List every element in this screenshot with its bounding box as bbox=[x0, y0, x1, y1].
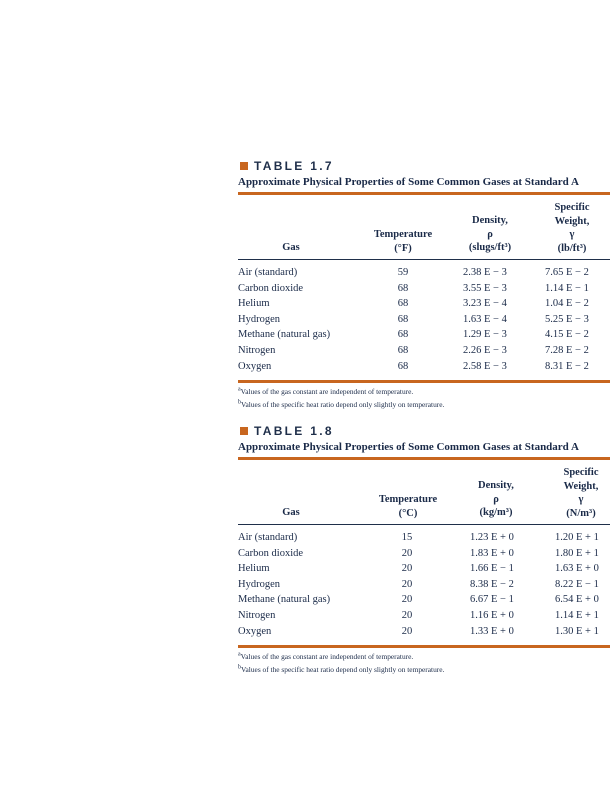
cell-temperature: 20 bbox=[401, 547, 413, 559]
header-weight-unit: (N/m³) bbox=[566, 507, 596, 519]
table-1-7 bbox=[238, 159, 610, 411]
table-heading bbox=[238, 159, 610, 177]
cell-weight: 4.15 E − 2 bbox=[545, 329, 589, 341]
table-row bbox=[238, 267, 610, 283]
table-row bbox=[238, 298, 610, 314]
table-number: TABLE 1.7 bbox=[254, 159, 334, 173]
header-temperature bbox=[373, 493, 443, 520]
header-temperature-line: Temperature bbox=[378, 494, 438, 505]
cell-density: 1.16 E + 0 bbox=[470, 609, 514, 621]
top-rule bbox=[238, 457, 610, 460]
table-row bbox=[238, 345, 610, 361]
header-weight bbox=[551, 466, 610, 520]
footnote-text: Values of the specific heat ratio depend only slightly on temperature. bbox=[241, 665, 445, 674]
header-gas-label: Gas bbox=[282, 242, 300, 253]
header-temperature-unit: (°C) bbox=[398, 507, 418, 519]
cell-gas: Nitrogen bbox=[238, 609, 276, 621]
cell-density: 1.66 E − 1 bbox=[470, 563, 514, 575]
cell-weight: 8.31 E − 2 bbox=[545, 360, 589, 372]
footnote-mark: b bbox=[238, 664, 241, 671]
header-rule bbox=[238, 259, 610, 260]
cell-temperature: 20 bbox=[401, 563, 413, 575]
table-row bbox=[238, 314, 610, 330]
cell-weight: 1.63 E + 0 bbox=[555, 563, 599, 575]
table-row bbox=[238, 563, 610, 579]
cell-temperature: 59 bbox=[397, 267, 409, 278]
footnote-text: Values of the gas constant are independent of temperature. bbox=[240, 652, 414, 661]
cell-weight: 1.20 E + 1 bbox=[555, 532, 599, 543]
header-density-unit: (kg/m³) bbox=[479, 507, 513, 518]
table-title: Approximate Physical Properties of Some Common Gases at Standard A bbox=[238, 441, 579, 453]
cell-temperature: 68 bbox=[397, 282, 409, 294]
footnote-text: Values of the gas constant are independent of temperature. bbox=[240, 387, 414, 396]
cell-temperature: 68 bbox=[397, 360, 409, 372]
cell-temperature: 20 bbox=[401, 594, 413, 606]
cell-weight: 6.54 E + 0 bbox=[555, 594, 599, 606]
cell-gas: Air (standard) bbox=[238, 532, 298, 543]
cell-gas: Helium bbox=[238, 563, 270, 575]
cell-weight: 1.14 E − 1 bbox=[545, 282, 589, 294]
header-weight-line1: Specific bbox=[554, 202, 590, 213]
header-weight-unit: (lb/ft³) bbox=[557, 242, 587, 254]
cell-temperature: 68 bbox=[397, 313, 409, 325]
cell-temperature: 20 bbox=[401, 625, 413, 637]
table-number: TABLE 1.8 bbox=[254, 424, 334, 438]
cell-temperature: 68 bbox=[397, 344, 409, 356]
top-rule bbox=[238, 192, 610, 195]
cell-density: 2.26 E − 3 bbox=[463, 344, 507, 356]
table-row bbox=[238, 594, 610, 610]
footnote-mark: a bbox=[238, 651, 241, 658]
header-temperature-line: Temperature bbox=[373, 229, 433, 240]
footnote-b bbox=[238, 665, 444, 674]
cell-temperature: 15 bbox=[401, 532, 413, 543]
table-heading bbox=[238, 424, 610, 442]
header-gas-label: Gas bbox=[282, 507, 300, 518]
table-row bbox=[238, 532, 610, 548]
table-body bbox=[238, 532, 610, 641]
header-weight bbox=[542, 201, 602, 255]
table-row bbox=[238, 610, 610, 626]
header-density-symbol: ρ bbox=[493, 493, 499, 505]
cell-density: 1.83 E + 0 bbox=[470, 547, 514, 559]
cell-density: 1.33 E + 0 bbox=[470, 625, 514, 637]
cell-weight: 8.22 E − 1 bbox=[555, 578, 599, 590]
cell-gas: Nitrogen bbox=[238, 344, 276, 356]
cell-gas: Carbon dioxide bbox=[238, 282, 304, 294]
cell-weight: 1.14 E + 1 bbox=[555, 609, 599, 621]
cell-weight: 1.30 E + 1 bbox=[555, 625, 599, 637]
table-row bbox=[238, 361, 610, 377]
cell-density: 1.23 E + 0 bbox=[470, 532, 514, 543]
table-1-8 bbox=[238, 424, 610, 676]
table-row bbox=[238, 283, 610, 299]
header-temperature-unit: (°F) bbox=[394, 242, 412, 254]
cell-gas: Methane (natural gas) bbox=[238, 329, 331, 341]
cell-density: 3.23 E − 4 bbox=[463, 298, 507, 310]
header-density-line: Density, bbox=[478, 480, 514, 491]
table-title: Approximate Physical Properties of Some Common Gases at Standard A bbox=[238, 176, 579, 188]
cell-density: 6.67 E − 1 bbox=[470, 594, 514, 606]
cell-density: 3.55 E − 3 bbox=[463, 282, 507, 294]
header-temperature bbox=[368, 228, 438, 255]
cell-temperature: 20 bbox=[401, 578, 413, 590]
footnote-mark: b bbox=[238, 399, 241, 406]
cell-weight: 7.28 E − 2 bbox=[545, 344, 589, 356]
cell-density: 8.38 E − 2 bbox=[470, 578, 514, 590]
table-row bbox=[238, 548, 610, 564]
header-weight-line1: Specific bbox=[563, 467, 599, 478]
table-row bbox=[238, 329, 610, 345]
header-density-symbol: ρ bbox=[487, 228, 493, 240]
cell-gas: Carbon dioxide bbox=[238, 547, 304, 559]
square-bullet-icon bbox=[240, 427, 248, 435]
square-bullet-icon bbox=[240, 162, 248, 170]
bottom-rule bbox=[238, 645, 610, 648]
footnote-a bbox=[238, 652, 413, 661]
header-density bbox=[460, 214, 520, 255]
table-row bbox=[238, 626, 610, 642]
cell-temperature: 68 bbox=[397, 298, 409, 310]
table-row bbox=[238, 579, 610, 595]
cell-gas: Methane (natural gas) bbox=[238, 594, 331, 606]
footnote-b bbox=[238, 400, 444, 409]
cell-weight: 1.80 E + 1 bbox=[555, 547, 599, 559]
cell-density: 2.38 E − 3 bbox=[463, 267, 507, 278]
footnote-mark: a bbox=[238, 386, 241, 393]
header-rule bbox=[238, 524, 610, 525]
header-gas bbox=[266, 506, 316, 520]
header-weight-line2: Weight, bbox=[554, 215, 590, 227]
cell-weight: 7.65 E − 2 bbox=[545, 267, 589, 278]
bottom-rule bbox=[238, 380, 610, 383]
cell-gas: Hydrogen bbox=[238, 313, 280, 325]
header-density-unit: (slugs/ft³) bbox=[468, 242, 512, 253]
header-density-line: Density, bbox=[472, 215, 508, 226]
cell-gas: Hydrogen bbox=[238, 578, 280, 590]
footnote-text: Values of the specific heat ratio depend only slightly on temperature. bbox=[241, 400, 445, 409]
footnote-a bbox=[238, 387, 413, 396]
cell-density: 1.29 E − 3 bbox=[463, 329, 507, 341]
header-weight-line2: Weight, bbox=[563, 480, 599, 492]
cell-gas: Helium bbox=[238, 298, 270, 310]
cell-weight: 1.04 E − 2 bbox=[545, 298, 589, 310]
table-body bbox=[238, 267, 610, 376]
cell-gas: Air (standard) bbox=[238, 267, 298, 278]
header-weight-symbol: γ bbox=[578, 494, 584, 505]
cell-gas: Oxygen bbox=[238, 360, 272, 372]
header-density bbox=[466, 479, 526, 520]
cell-density: 2.58 E − 3 bbox=[463, 360, 507, 372]
cell-density: 1.63 E − 4 bbox=[463, 313, 507, 325]
header-gas bbox=[266, 241, 316, 255]
header-weight-symbol: γ bbox=[569, 229, 575, 240]
cell-temperature: 20 bbox=[401, 609, 413, 621]
cell-weight: 5.25 E − 3 bbox=[545, 313, 589, 325]
cell-temperature: 68 bbox=[397, 329, 409, 341]
cell-gas: Oxygen bbox=[238, 625, 272, 637]
